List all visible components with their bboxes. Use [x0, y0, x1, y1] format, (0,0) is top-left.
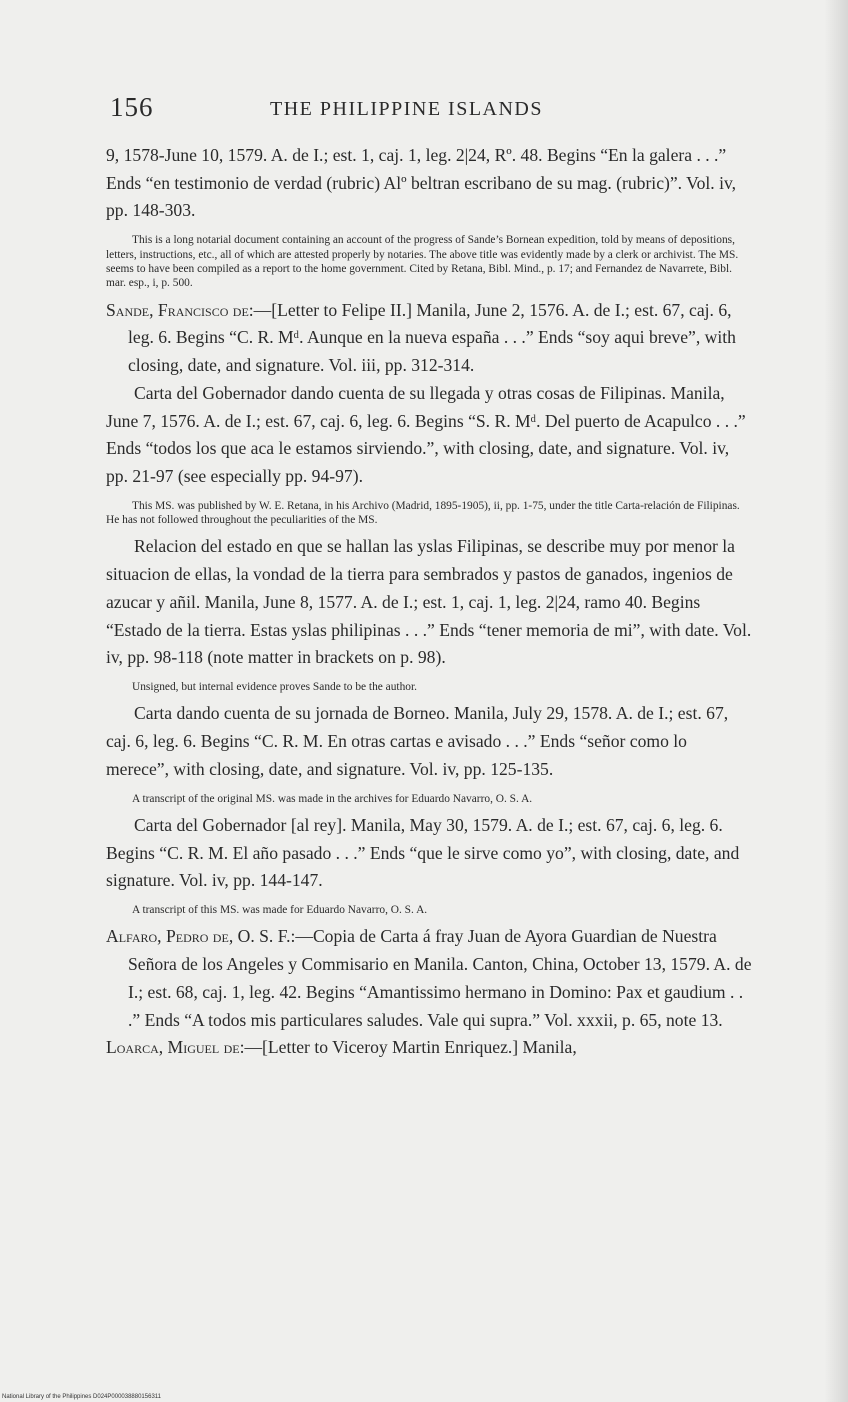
- entry-author: Loarca, Miguel de: [106, 1037, 240, 1058]
- bibliography-entry-alfaro: [106, 923, 754, 1034]
- page-body: [106, 142, 754, 1062]
- body-paragraph: Carta del Gobernador [al rey]. Manila, May 30, 1579. A. de I.; est. 67, caj. 6, leg. 6. Begins “C. R. M. El año pasado . . .” Ends “que le sirve como yo”, with closing, date, and signature. Vol. iv, pp. 144-147.: [106, 814, 740, 891]
- body-paragraph: Carta dando cuenta de su jornada de Borneo. Manila, July 29, 1578. A. de I.; est. 67, caj. 6, leg. 6. Begins “C. R. M. En otras cartas e avisado . . .” Ends “señor como lo merece”, with closing, date, and signature. Vol. iv, pp. 125-135.: [106, 703, 729, 779]
- note-paragraph: A transcript of this MS. was made for Eduardo Navarro, O. S. A.: [132, 904, 428, 917]
- note-paragraph: Unsigned, but internal evidence proves Sande to be the author.: [132, 680, 418, 693]
- bibliography-entry-sande: [106, 297, 754, 380]
- page-header: [110, 92, 750, 132]
- entry-author: Alfaro, Pedro de: [106, 926, 229, 947]
- bibliography-entry-loarca: [106, 1034, 754, 1062]
- note-paragraph: This MS. was published by W. E. Retana, in his Archivo (Madrid, 1895-1905), ii, pp. 1-75, under the title Carta-relación de Filipinas. He has not followed throughout the peculiarities of the MS.: [106, 499, 740, 527]
- running-title: THE PHILIPPINE ISLANDS: [270, 98, 543, 120]
- entry-text: :—[Letter to Viceroy Martin Enriquez.] Manila,: [239, 1037, 577, 1058]
- body-paragraph: 9, 1578-June 10, 1579. A. de I.; est. 1, caj. 1, leg. 2|24, Rº. 48. Begins “En la galera . . .” Ends “en testimonio de verdad (rubric) Alº beltran escribano de su mag. (rubric)”. Vol. iv, pp. 148-303.: [106, 145, 737, 221]
- entry-author: Sande, Francisco de: [106, 299, 249, 320]
- entry-text: :—[Letter to Felipe II.] Manila, June 2, 1576. A. de I.; est. 67, caj. 6, leg. 6. Begins “C. R. Mᵈ. Aunque en la nueva españa . . .” Ends “soy aqui breve”, with closing, date, and signature. Vol. iii, pp. 312-314.: [128, 299, 736, 376]
- body-paragraph: Carta del Gobernador dando cuenta de su llegada y otras cosas de Filipinas. Manila, June 7, 1576. A. de I.; est. 67, caj. 6, leg. 6. Begins “S. R. Mᵈ. Del puerto de Acapulco . . .” Ends “todos los que aca le estamos sirviendo.”, with closing, date, and signature. Vol. iv, pp. 21-97 (see especially pp. 94-97).: [106, 382, 746, 486]
- note-paragraph: This is a long notarial document containing an account of the progress of Sande’s Bornean expedition, told by means of depositions, letters, instructions, etc., all of which are attested properly by notaries. The above title was evidently made by a clerk or archivist. The MS. seems to have been compiled as a report to the home government. Cited by Retana, Bibl. Mind., p. 17; and Fernandez de Navarrete, Bibl. mar. esp., i, p. 500.: [106, 234, 739, 290]
- page-number: 156: [110, 92, 154, 122]
- scan-credit: National Library of the Philippines D024P000038880156311: [2, 1394, 162, 1400]
- body-paragraph: Relacion del estado en que se hallan las yslas Filipinas, se describe muy por menor la situacion de ellas, la vondad de la tierra para sembrados y pastos de ganados, ingenios de azucar y añil. Manila, June 8, 1577. A. de I.; est. 1, caj. 1, leg. 2|24, ramo 40. Begins “Estado de la tierra. Estas yslas philipinas . . .” Ends “tener memoria de mi”, with date. Vol. iv, pp. 98-118 (note matter in brackets on p. 98).: [106, 536, 752, 668]
- page-edge-shadow: [824, 0, 848, 1402]
- entry-text: , O. S. F.:—Copia de Carta á fray Juan de Ayora Guardian de Nuestra Señora de los Angeles y Commisario en Manila. Canton, China, October 13, 1579. A. de I.; est. 68, caj. 1, leg. 42. Begins “Amantissimo hermano in Domino: Pax et gaudium . . .” Ends “A todos mis particulares saludes. Vale qui supra.” Vol. xxxii, p. 65, note 13.: [128, 926, 752, 1030]
- note-paragraph: A transcript of the original MS. was made in the archives for Eduardo Navarro, O. S. A.: [132, 792, 533, 805]
